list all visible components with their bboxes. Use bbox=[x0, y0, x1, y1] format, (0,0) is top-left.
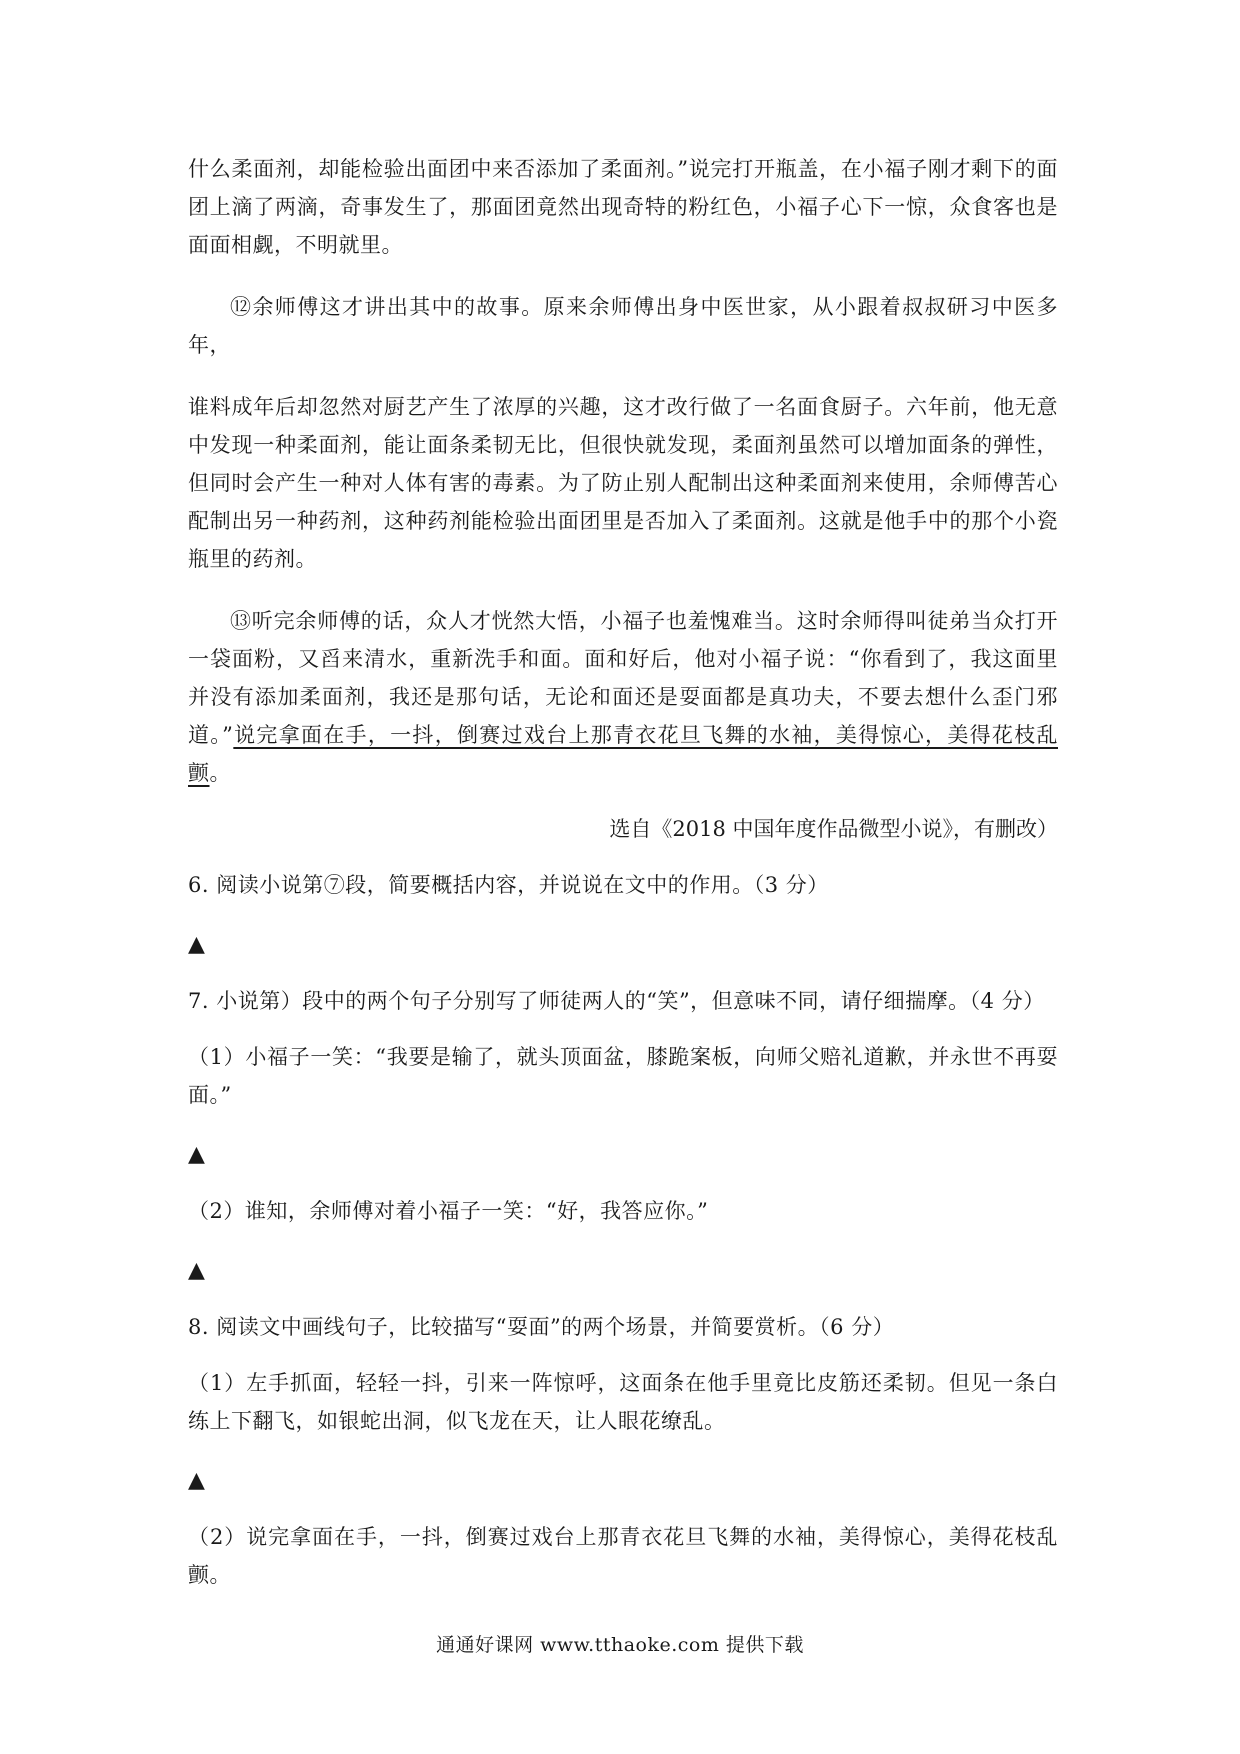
question-7: 7. 小说第）段中的两个句子分别写了师徒两人的“笑”，但意味不同，请仔细揣摩。（4 分） bbox=[188, 989, 1045, 1013]
answer-marker-triangle-icon: ▲ bbox=[188, 1468, 205, 1493]
answer-marker-triangle-icon: ▲ bbox=[188, 932, 205, 957]
question-7-part-1: （1）小福子一笑：“我要是输了，就头顶面盆，膝跪案板，向师父赔礼道歉，并永世不再耍面。” bbox=[188, 1045, 1058, 1107]
source-citation: 选自《2018 中国年度作品微型小说》，有删改） bbox=[609, 817, 1058, 841]
underlined-sentence: 说完拿面在手，一抖，倒赛过戏台上那青衣花旦飞舞的水袖，美得惊心，美得花枝乱颤 bbox=[188, 723, 1058, 785]
paragraph-12-rest: 谁料成年后却忽然对厨艺产生了浓厚的兴趣，这才改行做了一名面食厨子。六年前，他无意中发现一种柔面剂，能让面条柔韧无比，但很快就发现，柔面剂虽然可以增加面条的弹性，但同时会产生一种对人体有害的毒素。为了防止别人配制出这种柔面剂来使用，余师傅苦心配制出另一种药剂，这种药剂能检验出面团里是否加入了柔面剂。这就是他手中的那个小瓷瓶里的药剂。 bbox=[188, 395, 1058, 571]
question-7-part-2: （2）谁知，余师傅对着小福子一笑：“好，我答应你。” bbox=[188, 1199, 709, 1223]
paragraph-13 bbox=[188, 602, 1058, 792]
paragraph-13-end: 。 bbox=[209, 761, 231, 785]
answer-marker-triangle-icon: ▲ bbox=[188, 1142, 205, 1167]
question-8-part-1: （1）左手抓面，轻轻一抖，引来一阵惊呼，这面条在他手里竟比皮筋还柔韧。但见一条白练上下翻飞，如银蛇出洞，似飞龙在天，让人眼花缭乱。 bbox=[188, 1371, 1058, 1433]
paragraph-11-continued: 什么柔面剂，却能检验出面团中来否添加了柔面剂。”说完打开瓶盖，在小福子刚才剩下的面团上滴了两滴，奇事发生了，那面团竟然出现奇特的粉红色，小福子心下一惊，众食客也是面面相觑，不明就里。 bbox=[188, 157, 1058, 257]
question-6: 6. 阅读小说第⑦段，简要概括内容，并说说在文中的作用。（3 分） bbox=[188, 873, 829, 897]
question-8: 8. 阅读文中画线句子，比较描写“耍面”的两个场景，并简要赏析。（6 分） bbox=[188, 1315, 895, 1339]
document-body bbox=[188, 150, 1058, 1594]
page-footer: 通通好课网 www.tthaoke.com 提供下载 bbox=[436, 1634, 804, 1656]
paragraph-12-first-line: ⑫余师傅这才讲出其中的故事。原来余师傅出身中医世家，从小跟着叔叔研习中医多年， bbox=[188, 295, 1058, 357]
question-8-part-2: （2）说完拿面在手，一抖，倒赛过戏台上那青衣花旦飞舞的水袖，美得惊心，美得花枝乱颤。 bbox=[188, 1525, 1058, 1587]
answer-marker-triangle-icon: ▲ bbox=[188, 1258, 205, 1283]
paragraph-13-text: ⑬听完余师傅的话，众人才恍然大悟，小福子也羞愧难当。这时余师得叫徒弟当众打开一袋面粉，又舀来清水，重新洗手和面。面和好后，他对小福子说：“你看到了，我这面里并没有添加柔面剂，我还是那句话，无论和面还是耍面都是真功夫，不要去想什么歪门邪道。” bbox=[188, 609, 1058, 747]
